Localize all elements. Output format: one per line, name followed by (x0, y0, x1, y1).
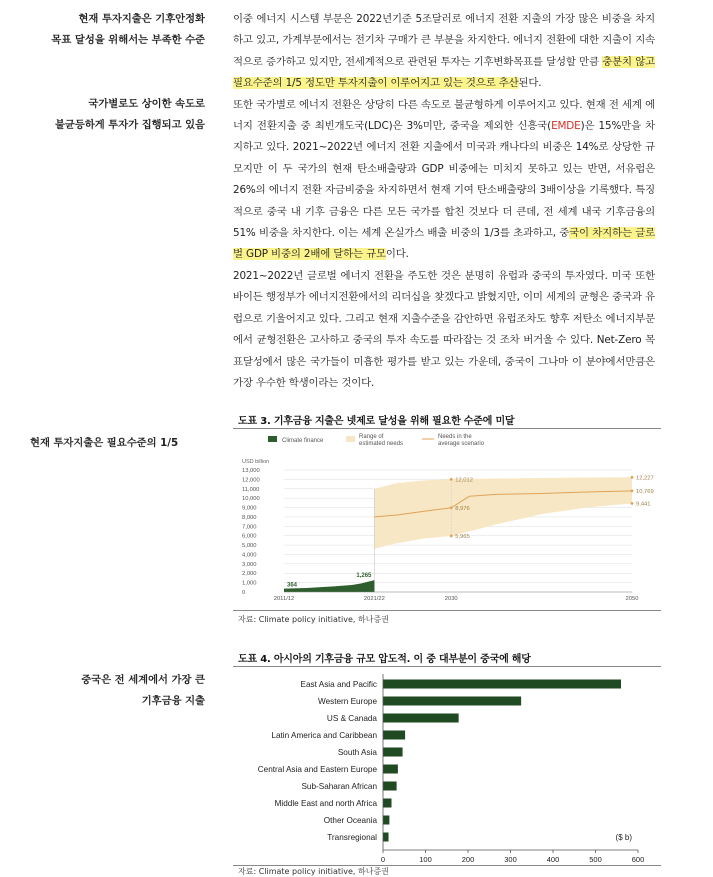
bar (383, 731, 405, 740)
side-note-2-line-1: 국가별로도 상이한 속도로 (88, 98, 205, 110)
legend-swatch-range (346, 436, 355, 442)
y-tick-label: 10,000 (242, 496, 260, 503)
bar (383, 765, 398, 774)
y-tick-label: 4,000 (242, 552, 257, 559)
bar (383, 816, 389, 825)
bar-category-label: South Asia (337, 748, 377, 757)
bar (383, 782, 397, 791)
y-tick-label: 6,000 (242, 533, 257, 540)
y-tick-label: 12,000 (242, 477, 260, 484)
y-tick-label: 1,000 (242, 580, 257, 587)
label-upper-2030: 12,012 (455, 477, 473, 484)
x-tick-label: 200 (461, 855, 475, 864)
y-tick-label: 13,000 (242, 468, 260, 474)
bar-category-label: Middle East and north Africa (274, 799, 377, 808)
x-tick-label: 100 (419, 855, 432, 864)
y-tick-label: 0 (242, 590, 246, 596)
side-note-1-line-2: 목표 달성을 위해서는 부족한 수준 (51, 34, 205, 46)
climate-finance-area (284, 580, 374, 592)
marker-upper-2030 (450, 478, 453, 481)
label-cf-end: 1,265 (356, 573, 372, 580)
bar-category-label: Central Asia and Eastern Europe (257, 765, 377, 774)
y-axis-label: USD billion (242, 459, 270, 465)
bar (383, 833, 389, 842)
side-note-4-line-2: 기후금융 지출 (141, 695, 205, 707)
side-note-3 (30, 433, 230, 454)
y-tick-label: 8,000 (242, 514, 257, 521)
legend-label-average: Needs in the average scenario (438, 434, 485, 447)
label-avg-2030: 8,976 (455, 505, 470, 512)
x-tick-label: 2050 (625, 596, 639, 602)
x-tick-label: 300 (504, 855, 517, 864)
label-upper-2050: 12,227 (636, 475, 654, 482)
bar-category-label: Transregional (327, 833, 377, 842)
figure-3-chart (238, 430, 658, 610)
y-tick-label: 5,000 (242, 543, 257, 550)
y-tick-label: 3,000 (242, 561, 257, 568)
bar (383, 680, 621, 689)
label-lower-2030: 5,965 (455, 534, 470, 541)
y-tick-label: 9,000 (242, 505, 257, 512)
x-tick-label: 2011/12 (273, 596, 295, 602)
side-note-1-line-1: 현재 투자지출은 기후안정화 (78, 13, 205, 25)
figure-3-title: 도표 3. 기후금융 지출은 넷제로 달성을 위해 필요한 수준에 미달 (238, 416, 515, 427)
side-note-3-line-1: 현재 투자지출은 필요수준의 1/5 (30, 437, 179, 449)
figure-4-chart (233, 670, 661, 866)
bar-category-label: East Asia and Pacific (300, 680, 377, 689)
figure-4-top-rule (233, 666, 661, 667)
figure-4-title: 도표 4. 아시아의 기후금융 규모 압도적. 이 중 대부분이 중국에 해당 (238, 654, 531, 665)
bar-category-label: Western Europe (317, 697, 377, 706)
bar (383, 748, 403, 757)
figure-3-top-rule (233, 428, 661, 429)
label-lower-2050: 9,441 (636, 501, 651, 508)
y-tick-label: 11,000 (242, 486, 260, 493)
body-text (233, 9, 655, 394)
side-note-2-line-2: 불균등하게 투자가 집행되고 있음 (54, 119, 205, 131)
marker-lower-2030 (450, 535, 453, 538)
bar (383, 714, 459, 723)
figure-4-source: 자료: Climate policy initiative, 하나증권 (238, 867, 389, 876)
highlight-2: 국이 차지하는 글로벌 GDP 비중의 2배에 달하는 규모 (233, 227, 656, 261)
x-tick-label: 2030 (444, 596, 458, 602)
highlight-1: 충분치 않고 필요수준의 1/5 정도만 투자지출이 이루어지고 있는 것으로 추산 (233, 55, 655, 90)
x-tick-label: 0 (380, 855, 386, 864)
bar-category-label: Latin America and Caribbean (271, 731, 377, 740)
y-tick-label: 7,000 (242, 524, 257, 531)
x-tick-label: 400 (546, 855, 560, 864)
side-note-2 (0, 94, 205, 136)
marker-avg-2030 (450, 506, 453, 509)
figure-3-source: 자료: Climate policy initiative, 하나증권 (238, 615, 389, 624)
bar (383, 697, 521, 706)
side-note-4-line-1: 중국은 전 세계에서 가장 큰 (81, 674, 205, 686)
legend-label-climate-finance: Climate finance (282, 438, 324, 444)
side-note-1 (0, 9, 205, 51)
bar-category-label: US & Canada (326, 714, 377, 723)
marker-avg-2050 (631, 490, 634, 493)
label-cf-start: 364 (287, 582, 298, 589)
side-note-4 (0, 670, 205, 712)
bar (383, 799, 392, 808)
marker-upper-2050 (631, 476, 634, 479)
unit-label: ($ b) (615, 833, 632, 842)
legend-label-range: Range of estimated needs (359, 434, 404, 447)
paragraph-3: 2021~2022년 글로벌 에너지 전환을 주도한 것은 분명히 유럽과 중국의 투자였다. 미국 또한 바이든 행정부가 에너지전환에서의 리더십을 찾겠다고 밝혔지만, 이미 세계의 균형은 중국과 유럽으로 기울어지고 있다. 그리고 현재 지출수준을 감안하면 유럽조차도 향후 저탄소 에너지부문에서 균형전환은 고사하고 중국의 투자 속도를 따라잡는 것 조차 버거울 수 있다. Net-Zero 목표달성에서 많은 국가들이 미흡한 평가를 받고 있는 가운데, 중국이 그나마 이 분야에서만큼은 가장 우수한 학생이라는 것이다. (233, 269, 655, 389)
y-tick-label: 2,000 (242, 571, 257, 578)
x-tick-label: 500 (589, 855, 602, 864)
x-tick-label: 2021/22 (363, 596, 385, 602)
label-avg-2050: 10,769 (636, 488, 654, 495)
legend-swatch-climate-finance (268, 436, 277, 442)
bar-category-label: Sub-Saharan African (301, 782, 377, 791)
figure-3-bottom-rule (233, 610, 661, 611)
bar-category-label: Other Oceania (323, 816, 377, 825)
paragraph-1: 이중 에너지 시스템 부문은 2022년기준 5조달러로 에너지 전환 지출의 가장 많은 비중을 차지하고 있고, 가계부문에서는 전기차 구매가 큰 부분을 차지한다. 에너지 전환에 대한 지출이 지속적으로 증가하고 있지만, 전세계적으로 관련된 투자는 기후변화목표를 달성할 만큼 충분치 않고 필요수준의 1/5 정도만 투자지출이 이루어지고 있는 것으로 추산된다. (233, 13, 655, 90)
emde-term: EMDE (551, 120, 581, 133)
paragraph-2: 또한 국가별로 에너지 전환은 상당히 다른 속도로 불균형하게 이루어지고 있다. 현재 전 세계 에너지 전환지출 중 최빈개도국(LDC)은 3%미만, 중국을 제외한 신흥국(EMDE)은 15%만을 차지하고 있다. 2021~2022년 에너지 전환 지출에서 미국과 캐나다의 비중은 14%로 상당한 규모지만 이 두 국가의 현재 탄소배출량과 GDP 비중에는 미치지 못하고 있는 반면, 서유럽은 26%의 에너지 전환 자금비중을 차지하면서 현재 기여 탄소배출량의 3배이상을 기록했다. 특징적으로 중국 내 기후 금융은 다른 모든 국가를 합친 것보다 더 큰데, 전 세계 내국 기후금융의 51% 비중을 차지한다. 이는 세계 온실가스 배출 비중의 1/3를 초과하고, 중국이 차지하는 글로벌 GDP 비중의 2배에 달하는 규모이다. (233, 98, 656, 261)
marker-lower-2050 (631, 502, 634, 505)
x-tick-label: 600 (631, 855, 645, 864)
